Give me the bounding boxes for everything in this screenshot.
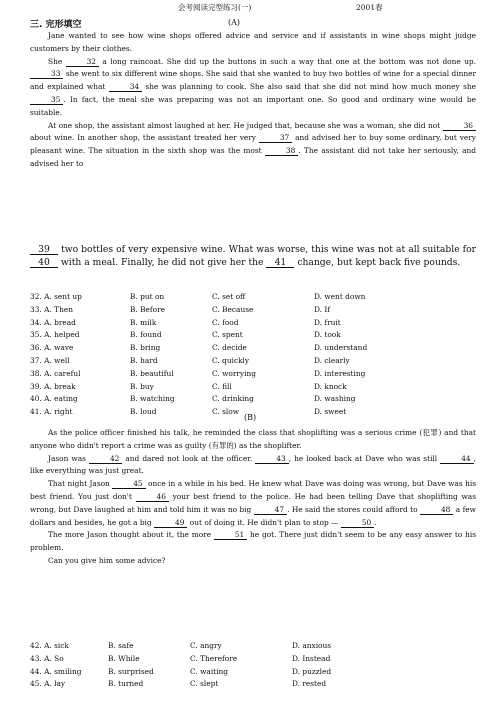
header-term: 2001春 [356, 3, 383, 12]
blank-49[interactable]: 49 [154, 518, 187, 528]
option-d[interactable]: D. puzzled [292, 666, 332, 676]
blank-41[interactable]: 41 [266, 258, 294, 268]
option-c[interactable]: C. worrying [212, 368, 256, 378]
passage-a-p3: At one shop, the assistant almost laughed at her. He judged that, because she was a woman, she did not 36 about wine. In another shop, the assistant treated her very 37 and advised her to buy some ordinary, but very pleasant wine. The situation in the sixth shop was the most 38 . The assistant did not take her seriously, and advised her to [30, 120, 477, 168]
blank-42[interactable]: 42 [89, 454, 122, 464]
option-row [30, 355, 476, 368]
passage-a-p4: 39 two bottles of very expensive wine. What was worse, this wine was not at all suitable for 40 with a meal. Finally, he did not give her the 41 change, but kept back five pounds. [30, 244, 476, 269]
option-b[interactable]: B. Before [130, 304, 166, 314]
option-c[interactable]: C. slow [212, 407, 240, 417]
option-a[interactable]: 33. A. Then [30, 304, 73, 314]
options-b [30, 640, 476, 691]
option-d[interactable]: D. rested [292, 679, 327, 689]
option-b[interactable]: B. safe [108, 641, 134, 650]
option-c[interactable]: C. quickly [212, 355, 250, 365]
option-b[interactable]: B. hard [130, 355, 158, 365]
passage-b-p3: That night Jason 45 once in a while in his bed. He knew what Dave was doing was wrong, but Dave was his best friend. You just don't 46 your best friend to the police. He had been telling Dave that shoplifting was wrong, but Dave laughed at him and told him it was no big 47 . He said the stores could afford to 48 a few dollars and besides, he got a big 49 out of doing it. He didn't plan to stop — 50 . [30, 479, 477, 527]
option-row [30, 304, 476, 317]
option-b[interactable]: B. While [108, 653, 140, 663]
blank-37[interactable]: 37 [259, 133, 292, 143]
blank-46[interactable]: 46 [136, 492, 169, 502]
part-a-label: (A) [228, 18, 241, 27]
passage-a-p2: She 32 a long raincoat. She did up the buttons in such a way that one at the bottom was not done up. 33 she went to six different wine shops. She said that she wanted to buy two bottles of wine for a special dinner and explained what 34 she was planning to cook. She also said that she did not mind how much money she 35 . In fact, the meal she was preparing was not an important one. So good and ordinary wine would be suitable. [30, 56, 476, 117]
option-d[interactable]: D. clearly [314, 355, 350, 365]
option-row [30, 666, 476, 679]
option-b[interactable]: B. found [130, 330, 162, 340]
option-c[interactable]: C. spent [212, 330, 243, 340]
option-c[interactable]: C. slept [190, 679, 219, 689]
option-c[interactable]: C. drinking [212, 394, 254, 404]
options-a [30, 291, 476, 419]
option-d[interactable]: D. interesting [314, 368, 366, 378]
option-b[interactable]: B. watching [130, 394, 175, 404]
option-a[interactable]: 42. A. sick [30, 641, 69, 650]
option-b[interactable]: B. bring [130, 343, 161, 353]
passage-b-p1: As the police officer finished his talk, he reminded the class that shoplifting was a serious crime (犯罪) and that anyone who didn't report a crime was as guilty (有罪的) as the shoplifter. [30, 428, 476, 450]
option-a[interactable]: 38. A. careful [30, 368, 81, 378]
option-a[interactable]: 37. A. well [30, 355, 70, 365]
option-c[interactable]: C. Therefore [190, 653, 238, 663]
blank-36[interactable]: 36 [443, 121, 476, 131]
option-c[interactable]: C. waiting [190, 666, 229, 676]
option-b[interactable]: B. milk [130, 317, 157, 327]
section-title: 三. 完形填空 [30, 20, 82, 30]
option-d[interactable]: D. sweet [314, 407, 347, 417]
option-row [30, 342, 476, 355]
blank-38[interactable]: 38 [265, 146, 298, 156]
blank-39[interactable]: 39 [30, 245, 58, 255]
option-row [30, 381, 476, 394]
option-b[interactable]: B. put on [130, 292, 165, 301]
option-a[interactable]: 44. A. smiling [30, 666, 82, 676]
option-a[interactable]: 41. A. right [30, 407, 73, 417]
option-row [30, 368, 476, 381]
option-row [30, 653, 476, 666]
blank-50[interactable]: 50 [341, 518, 374, 528]
part-b-label: (B) [244, 413, 257, 422]
option-a[interactable]: 40. A. eating [30, 394, 78, 404]
option-d[interactable]: D. went down [314, 292, 366, 301]
option-a[interactable]: 36. A. wave [30, 343, 74, 353]
option-d[interactable]: D. If [314, 304, 331, 314]
passage-b-p5: Can you give him some advice? [48, 555, 166, 565]
header-title: 会考阅读完型练习(一) [178, 3, 252, 12]
blank-48[interactable]: 48 [420, 505, 453, 515]
blank-34[interactable]: 34 [109, 82, 142, 92]
option-d[interactable]: D. Instead [292, 653, 331, 663]
passage-b-p2: Jason was 42 and dared not look at the officer. 43 , he looked back at Dave who was still 44 , like everything was just great. [30, 453, 476, 476]
option-row [30, 640, 476, 653]
blank-45[interactable]: 45 [112, 479, 145, 489]
passage-a-p1: Jane wanted to see how wine shops offered advice and service and if assistants in wine shops might judge customers by their clothes. [30, 31, 476, 53]
option-c[interactable]: C. fill [212, 381, 232, 391]
option-a[interactable]: 34. A. bread [30, 317, 76, 327]
blank-32[interactable]: 32 [66, 57, 99, 67]
option-c[interactable]: C. angry [190, 641, 222, 650]
option-d[interactable]: D. anxious [292, 641, 332, 650]
passage-b [30, 427, 476, 568]
option-c[interactable]: C. set off [212, 292, 246, 301]
option-c[interactable]: C. food [212, 317, 239, 327]
option-a[interactable]: 39. A. break [30, 381, 76, 391]
blank-47[interactable]: 47 [254, 505, 287, 515]
option-row [30, 317, 476, 330]
option-c[interactable]: C. decide [212, 343, 247, 353]
option-row [30, 393, 476, 406]
option-a[interactable]: 32. A. sent up [30, 292, 82, 301]
option-d[interactable]: D. took [314, 330, 341, 340]
option-d[interactable]: D. understand [314, 343, 368, 353]
blank-33[interactable]: 33 [30, 69, 63, 79]
option-b[interactable]: B. buy [130, 381, 154, 391]
blank-51[interactable]: 51 [214, 530, 247, 540]
blank-43[interactable]: 43 [255, 454, 288, 464]
blank-35[interactable]: 35 [30, 95, 63, 105]
option-c[interactable]: C. Because [212, 304, 254, 314]
passage-a [30, 30, 476, 171]
option-b[interactable]: B. loud [130, 407, 157, 417]
passage-b-p4: The more Jason thought about it, the more 51 he got. There just didn't seem to be any easy answer to his problem. [30, 530, 476, 553]
blank-44[interactable]: 44 [440, 454, 473, 464]
option-a[interactable]: 35. A. helped [30, 330, 80, 340]
option-d[interactable]: D. fruit [314, 317, 341, 327]
blank-40[interactable]: 40 [30, 258, 58, 268]
option-b[interactable]: B. surprised [108, 666, 154, 676]
option-d[interactable]: D. knock [314, 381, 347, 391]
option-b[interactable]: B. turned [108, 679, 144, 689]
option-a[interactable]: 43. A. So [30, 653, 64, 663]
option-row [30, 329, 476, 342]
option-a[interactable]: 45. A. lay [30, 679, 66, 689]
passage-a-tail [30, 244, 476, 269]
option-row [30, 678, 476, 691]
option-b[interactable]: B. beautiful [130, 368, 174, 378]
option-row [30, 291, 476, 304]
option-d[interactable]: D. washing [314, 394, 356, 404]
